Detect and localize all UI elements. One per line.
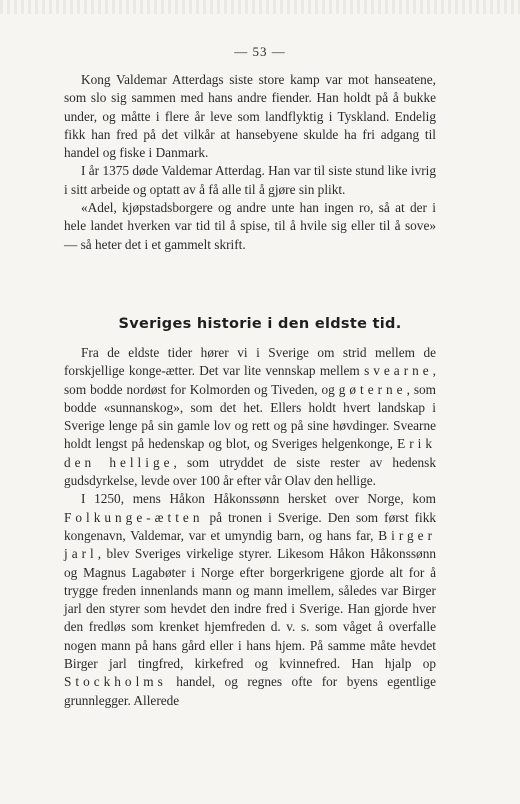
- paragraph: «Adel, kjøpstadsborgere og andre unte han ingen ro, så at der i hele landet hverken var tid til å spise, til å hvile sig eller til å sove» — så heter det i et gammelt skrift.: [64, 200, 436, 252]
- text-run: Fra de eldste tider hører vi i Sverige om strid mellem de forskjellige konge-ætter. Det var lite vennskap mellem: [64, 345, 436, 379]
- spaced-term: Stockholms: [64, 674, 167, 690]
- spaced-term: Birger jarl: [64, 527, 436, 562]
- text-run: , som bodde nordøst for Kolmorden og Tiveden, og: [64, 363, 436, 397]
- paragraph: [64, 490, 436, 710]
- section-heading: Sveriges historie i den eldste tid.: [118, 316, 402, 332]
- spaced-term: gøterne: [338, 381, 407, 397]
- text-run: handel, og regnes ofte for byens egentlige grunnlegger. Allerede: [64, 674, 436, 708]
- text-run: , blev Sveriges virkelige styrer. Likesom Håkon Håkonssønn og Magnus Lagabøter i Norge efter borgerkrigene gjorde alt for å trygge freden innenlands mann og mann imellem, således var Birger jarl den styrer som hevdet den indre fred i Sverige. Han gjorde hver den fredløs som krenket hjemfreden d. v. s. som våget å overfalle nogen mann på hans gård eller i hans hjem. På samme måte hevdet Birger jarl tingfred, kirkefred og kvinnefred. Han hjalp op: [64, 546, 436, 672]
- paragraph: [64, 344, 436, 490]
- paragraph: Kong Valdemar Atterdags siste store kamp var mot hanseatene, som slo sig sammen med hans andre fiender. Han holdt på å bukke under, og måtte i flere år leve som landflyktig i Tyskland. Endelig fikk han fred på det vilkår at hansebyene skulde ha fri adgang til handel og fiske i Danmark.: [64, 72, 436, 161]
- paragraph: I år 1375 døde Valdemar Atterdag. Han var til siste stund like ivrig i sitt arbeide og optatt av å få alle til å gjøre sin plikt.: [64, 163, 436, 197]
- intro-text-block: [64, 71, 436, 254]
- text-run: , som utryddet de siste rester av hedensk gudsdyrkelse, levde over 100 år efter vår Olav den hellige.: [64, 454, 436, 489]
- page-number: — 53 —: [234, 44, 286, 59]
- page-edge-texture: [0, 0, 520, 14]
- spaced-term: svearne: [364, 363, 433, 379]
- spaced-term: Erik den hellige: [64, 436, 436, 470]
- section-text-block: [64, 344, 436, 710]
- text-run: , som bodde «sunnanskog», som det het. Ellers holdt hvert landskap i Sverige lenge på sin gamle lov og rett og på sine høvdinger. Svearne holdt lengst på hedenskap og blot, og Sveriges helgenkonge,: [64, 381, 436, 452]
- text-run: I 1250, mens Håkon Håkonssønn hersket over Norge, kom: [81, 491, 436, 507]
- text-run: på tronen i Sverige. Den som først fikk kongenavn, Valdemar, var et umyndig barn, og hans far,: [64, 509, 436, 543]
- spaced-term: Folkunge-ætten: [64, 509, 204, 525]
